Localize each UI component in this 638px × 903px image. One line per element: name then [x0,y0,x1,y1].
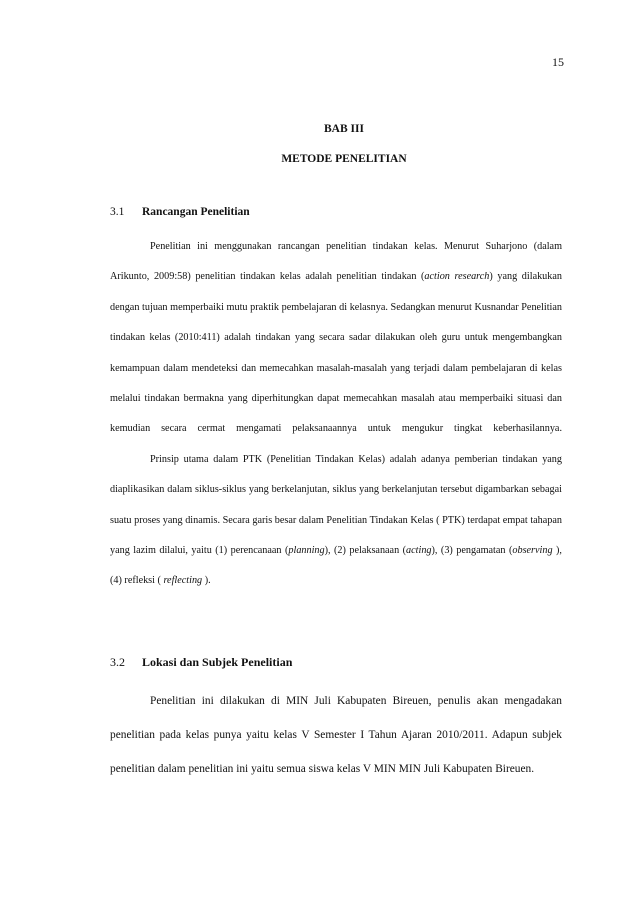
section-heading [110,655,562,670]
paragraph-text: ), (4) refleksi ( [110,545,562,587]
section-number: 3.1 [110,206,125,218]
section-rancangan-penelitian [110,206,562,597]
chapter-title: METODE PENELITIAN [281,153,407,165]
section-title: Rancangan Penelitian [142,206,250,218]
paragraph: Penelitian ini dilakukan di MIN Juli Kabupaten Bireuen, penulis akan mengadakan penelitian pada kelas punya yaitu kelas V Semester I Tahun Ajaran 2010/2011. Adapun subjek penelitian dalam penelitian ini yaitu semua siswa kelas V MIN MIN Juli Kabupaten Bireuen. [110,695,562,775]
paragraph-text: Prinsip utama dalam PTK (Penelitian Tindakan Kelas) adalah adanya pemberian tindakan yang diaplikasikan dalam siklus-siklus yang berkelanjutan, siklus yang berkelanjutan tersebut digambarkan sebagai suatu proses yang dinamis. Secara garis besar dalam Penelitian Tindakan Kelas ( PTK) terdapat empat tahapan yang lazim dilalui, yaitu (1) perencanaan ( [110,453,562,557]
emphasis-text: planning [288,545,325,557]
emphasis-text: reflecting [163,575,203,587]
section-heading [110,206,562,218]
paragraph [110,445,562,597]
paragraph-text: ), (3) pengamatan ( [431,545,513,557]
page-number: 15 [552,55,564,69]
paragraph-text: ), (2) pelaksanaan ( [324,545,407,557]
section-number: 3.2 [110,655,125,669]
section-title: Lokasi dan Subjek Penelitian [142,655,293,669]
paragraph [110,232,562,445]
section-lokasi-subjek [110,655,562,786]
paragraph-text: Penelitian ini menggunakan rancangan penelitian tindakan kelas. Menurut Suharjono (dalam Arikunto, 2009:58) penelitian tindakan kelas adalah penelitian tindakan ( [110,241,562,283]
emphasis-text: action research [424,271,490,283]
chapter-number: BAB III [324,123,364,135]
emphasis-text: acting [406,545,432,557]
emphasis-text: observing [512,545,553,557]
paragraph-text: ). [202,575,211,587]
paragraph-text: ) yang dilakukan dengan tujuan memperbaiki mutu praktik pembelajaran di kelasnya. Sedangkan menurut Kusnandar Penelitian tindakan kelas (2010:411) adalah tindakan yang secara sadar dilakukan oleh guru untuk mengembangkan kemampuan dalam mendeteksi dan memecahkan masalah-masalah yang terjadi dalam pembelajaran di kelas melalui tindakan bermakna yang diperhitungkan dapat memecahkan masalah atau memperbaiki situasi dan kemudian secara cermat mengamati pelaksanaannya untuk mengukur tingkat keberhasilannya. [110,271,562,435]
